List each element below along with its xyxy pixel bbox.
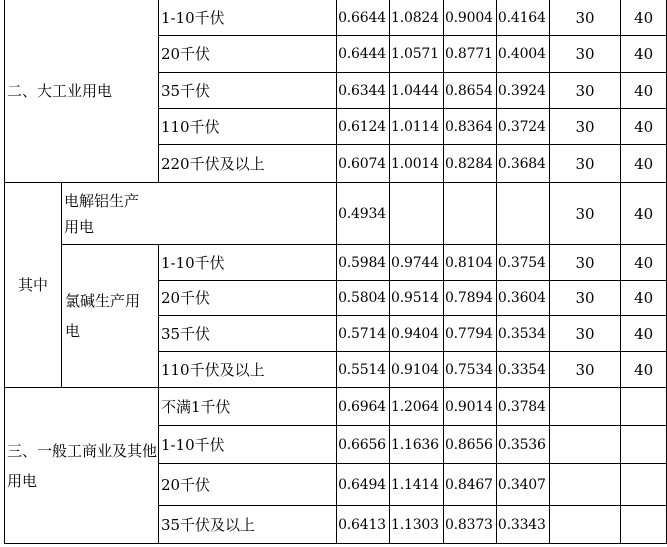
demand-cell: 40 [621, 0, 667, 36]
category-chlor-alkali [61, 245, 158, 388]
category-large-industry: 二、大工业用电 [5, 0, 159, 183]
voltage-level: 20千伏 [158, 36, 336, 73]
price-cell: 0.9014 [443, 388, 496, 426]
capacity-cell: 30 [549, 281, 620, 316]
voltage-level: 20千伏 [158, 464, 336, 506]
price-cell: 0.6413 [337, 506, 390, 544]
category-aluminum [61, 183, 336, 245]
empty-cell [496, 183, 549, 245]
price-cell: 1.0444 [390, 73, 444, 109]
voltage-level: 1-10千伏 [158, 426, 336, 464]
price-cell: 0.5984 [337, 245, 390, 281]
price-cell: 1.0571 [390, 36, 444, 73]
demand-cell: 40 [621, 316, 667, 352]
price-cell: 0.5714 [337, 316, 390, 352]
price-cell: 0.3754 [496, 245, 549, 281]
price-cell: 0.3924 [496, 73, 549, 109]
table-row [5, 388, 667, 426]
price-cell: 0.6344 [337, 73, 390, 109]
price-cell: 0.3684 [496, 145, 549, 183]
capacity-cell: 30 [549, 0, 620, 36]
voltage-level: 1-10千伏 [158, 0, 336, 36]
price-cell: 0.6494 [337, 464, 390, 506]
price-cell: 1.1636 [390, 426, 444, 464]
price-cell: 0.8364 [443, 109, 496, 145]
price-cell: 0.7894 [443, 281, 496, 316]
table-row [5, 183, 667, 245]
capacity-cell: 30 [549, 73, 620, 109]
capacity-cell: 30 [549, 145, 620, 183]
demand-cell [621, 388, 667, 426]
price-cell: 0.3343 [496, 506, 549, 544]
voltage-level: 35千伏 [158, 316, 336, 352]
capacity-cell [549, 506, 620, 544]
demand-cell: 40 [621, 109, 667, 145]
capacity-cell: 30 [549, 109, 620, 145]
demand-cell: 40 [621, 281, 667, 316]
price-cell: 1.1414 [390, 464, 444, 506]
price-cell: 0.6644 [337, 0, 390, 36]
demand-cell: 40 [621, 36, 667, 73]
price-cell: 0.3724 [496, 109, 549, 145]
price-cell: 1.2064 [390, 388, 444, 426]
price-cell: 0.5514 [337, 352, 390, 388]
voltage-level: 110千伏及以上 [158, 352, 336, 388]
demand-cell [621, 464, 667, 506]
demand-cell: 40 [621, 73, 667, 109]
demand-cell: 40 [621, 145, 667, 183]
empty-cell [390, 183, 444, 245]
capacity-cell: 30 [549, 183, 620, 245]
price-cell: 1.0824 [390, 0, 444, 36]
voltage-level: 35千伏及以上 [158, 506, 336, 544]
empty-cell [443, 183, 496, 245]
price-cell: 0.3604 [496, 281, 549, 316]
price-cell: 0.3407 [496, 464, 549, 506]
price-cell: 0.6444 [337, 36, 390, 73]
price-cell: 0.8104 [443, 245, 496, 281]
table-row [5, 245, 667, 281]
price-cell: 1.1303 [390, 506, 444, 544]
voltage-level: 1-10千伏 [158, 245, 336, 281]
price-cell: 0.6124 [337, 109, 390, 145]
category-of-which: 其中 [5, 183, 62, 388]
capacity-cell [549, 388, 620, 426]
table-row [5, 0, 667, 36]
price-cell: 0.8654 [443, 73, 496, 109]
demand-cell: 40 [621, 183, 667, 245]
capacity-cell: 30 [549, 36, 620, 73]
demand-cell [621, 506, 667, 544]
price-cell: 0.3354 [496, 352, 549, 388]
price-cell: 0.7534 [443, 352, 496, 388]
price-cell: 0.6964 [337, 388, 390, 426]
demand-cell [621, 426, 667, 464]
price-cell: 0.8373 [443, 506, 496, 544]
demand-cell: 40 [621, 245, 667, 281]
price-cell: 1.0114 [390, 109, 444, 145]
price-cell: 0.4004 [496, 36, 549, 73]
demand-cell: 40 [621, 352, 667, 388]
price-cell: 0.9004 [443, 0, 496, 36]
price-cell: 0.7794 [443, 316, 496, 352]
capacity-cell [549, 426, 620, 464]
capacity-cell: 30 [549, 245, 620, 281]
voltage-level: 220千伏及以上 [158, 145, 336, 183]
price-cell: 0.9104 [390, 352, 444, 388]
tariff-table [4, 0, 667, 544]
price-cell: 0.4164 [496, 0, 549, 36]
price-cell: 0.8467 [443, 464, 496, 506]
price-cell: 1.0014 [390, 145, 444, 183]
price-cell: 0.3784 [496, 388, 549, 426]
chlor-alkali-label: 氯碱生产用电 [64, 292, 140, 340]
price-cell: 0.6656 [337, 426, 390, 464]
price-cell: 0.8656 [443, 426, 496, 464]
price-cell: 0.9404 [390, 316, 444, 352]
price-cell: 0.9744 [390, 245, 444, 281]
capacity-cell [549, 464, 620, 506]
capacity-cell: 30 [549, 352, 620, 388]
category-general-commercial [5, 388, 159, 544]
voltage-level: 35千伏 [158, 73, 336, 109]
capacity-cell: 30 [549, 316, 620, 352]
price-cell: 0.8284 [443, 145, 496, 183]
aluminum-label: 电解铝生产用电 [63, 191, 139, 236]
price-cell: 0.9514 [390, 281, 444, 316]
voltage-level: 20千伏 [158, 281, 336, 316]
price-cell: 0.6074 [337, 145, 390, 183]
voltage-level: 110千伏 [158, 109, 336, 145]
price-cell: 0.4934 [337, 183, 390, 245]
general-commercial-label: 三、一般工商业及其他用电 [7, 441, 158, 490]
price-cell: 0.3534 [496, 316, 549, 352]
price-cell: 0.3536 [496, 426, 549, 464]
price-cell: 0.8771 [443, 36, 496, 73]
voltage-level: 不满1千伏 [158, 388, 336, 426]
price-cell: 0.5804 [337, 281, 390, 316]
